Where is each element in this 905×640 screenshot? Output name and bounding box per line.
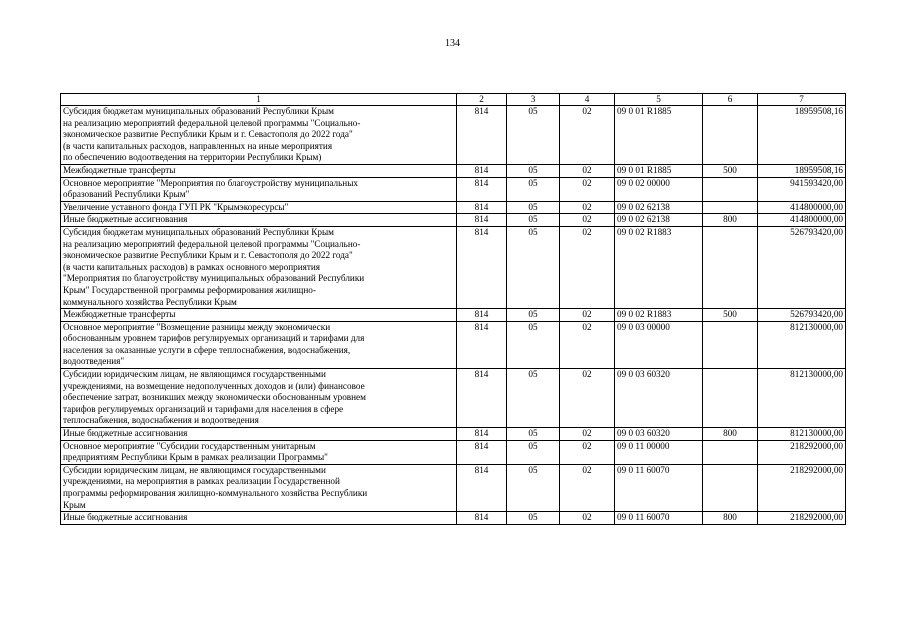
- table-row: [61, 177, 846, 201]
- row-subsection-code: 02: [560, 177, 615, 201]
- row-target-article: 09 0 02 00000: [615, 177, 703, 201]
- row-subsection-code: 02: [560, 226, 615, 308]
- row-ministry-code: 814: [457, 177, 507, 201]
- row-target-article: 09 0 11 00000: [615, 440, 703, 464]
- row-section-code: 05: [507, 226, 560, 308]
- table-row: [61, 321, 846, 368]
- table-row: [61, 464, 846, 511]
- row-amount: 526793420,00: [758, 226, 846, 308]
- table-row: [61, 214, 846, 227]
- row-amount: 218292000,00: [758, 464, 846, 511]
- row-section-code: 05: [507, 321, 560, 368]
- row-target-article: 09 0 03 60320: [615, 428, 703, 441]
- row-expense-type: [703, 464, 758, 511]
- row-target-article: 09 0 03 60320: [615, 369, 703, 428]
- header-cell: 7: [758, 94, 846, 106]
- row-subsection-code: 02: [560, 106, 615, 165]
- row-subsection-code: 02: [560, 201, 615, 214]
- row-ministry-code: 814: [457, 214, 507, 227]
- row-subsection-code: 02: [560, 440, 615, 464]
- row-amount: 18959508,16: [758, 164, 846, 177]
- header-cell: 5: [615, 94, 703, 106]
- header-cell: 4: [560, 94, 615, 106]
- row-description: Субсидия бюджетам муниципальных образований Республики Крым на реализацию мероприятий федеральной целевой программы "Социально- экономическое развитие Республики Крым и г. Севастополя до 2022 года" (в части капитальных расходов, направленных на иные мероприятия по обеспечению водоотведения на территории Республики Крым): [61, 106, 457, 165]
- row-target-article: 09 0 03 00000: [615, 321, 703, 368]
- row-ministry-code: 814: [457, 106, 507, 165]
- row-amount: 526793420,00: [758, 309, 846, 322]
- row-target-article: 09 0 11 60070: [615, 464, 703, 511]
- budget-table: [60, 93, 846, 525]
- header-row: [61, 94, 846, 106]
- table-row: [61, 309, 846, 322]
- row-expense-type: [703, 201, 758, 214]
- row-ministry-code: 814: [457, 512, 507, 525]
- row-target-article: 09 0 02 62138: [615, 214, 703, 227]
- row-description: Межбюджетные трансферты: [61, 309, 457, 322]
- row-subsection-code: 02: [560, 309, 615, 322]
- table-row: [61, 164, 846, 177]
- row-amount: 941593420,00: [758, 177, 846, 201]
- row-target-article: 09 0 02 62138: [615, 201, 703, 214]
- page-number: 134: [445, 38, 460, 49]
- row-expense-type: [703, 369, 758, 428]
- row-description: Иные бюджетные ассигнования: [61, 214, 457, 227]
- table-row: [61, 512, 846, 525]
- row-description: Иные бюджетные ассигнования: [61, 428, 457, 441]
- row-expense-type: 800: [703, 428, 758, 441]
- row-description: Иные бюджетные ассигнования: [61, 512, 457, 525]
- row-target-article: 09 0 02 R1883: [615, 226, 703, 308]
- row-section-code: 05: [507, 464, 560, 511]
- row-ministry-code: 814: [457, 428, 507, 441]
- row-section-code: 05: [507, 428, 560, 441]
- row-expense-type: 800: [703, 512, 758, 525]
- row-ministry-code: 814: [457, 309, 507, 322]
- row-target-article: 09 0 11 60070: [615, 512, 703, 525]
- row-subsection-code: 02: [560, 512, 615, 525]
- table-body: [61, 106, 846, 525]
- header-cell: 3: [507, 94, 560, 106]
- row-amount: 812130000,00: [758, 428, 846, 441]
- row-description: Межбюджетные трансферты: [61, 164, 457, 177]
- row-description: Основное мероприятие "Возмещение разницы между экономически обоснованным уровнем тарифов регулируемых организаций и тарифами для населения за оказанные услуги в сфере теплоснабжения, водоснабжения, водоотведения": [61, 321, 457, 368]
- row-expense-type: [703, 177, 758, 201]
- table-row: [61, 369, 846, 428]
- row-subsection-code: 02: [560, 164, 615, 177]
- row-ministry-code: 814: [457, 369, 507, 428]
- row-description: Основное мероприятие "Мероприятия по благоустройству муниципальных образований Республики Крым": [61, 177, 457, 201]
- row-subsection-code: 02: [560, 428, 615, 441]
- row-subsection-code: 02: [560, 464, 615, 511]
- row-section-code: 05: [507, 177, 560, 201]
- row-description: Субсидии юридическим лицам, не являющимся государственными учреждениями, на возмещение недополученных доходов и (или) финансовое обеспечение затрат, возникших между экономически обоснованным уровнем тарифов регулируемых организаций и тарифами для населения в сфере теплоснабжения, водоснабжения и водоотведения: [61, 369, 457, 428]
- table-header: [61, 94, 846, 106]
- row-amount: 812130000,00: [758, 369, 846, 428]
- row-section-code: 05: [507, 106, 560, 165]
- row-subsection-code: 02: [560, 321, 615, 368]
- row-section-code: 05: [507, 164, 560, 177]
- row-target-article: 09 0 01 R1885: [615, 106, 703, 165]
- row-amount: 812130000,00: [758, 321, 846, 368]
- row-description: Основное мероприятие "Субсидии государственным унитарным предприятиям Республики Крым в рамках реализации Программы": [61, 440, 457, 464]
- table-row: [61, 428, 846, 441]
- row-ministry-code: 814: [457, 464, 507, 511]
- row-ministry-code: 814: [457, 164, 507, 177]
- row-amount: 218292000,00: [758, 440, 846, 464]
- row-amount: 414800000,00: [758, 214, 846, 227]
- row-subsection-code: 02: [560, 214, 615, 227]
- table-row: [61, 440, 846, 464]
- row-section-code: 05: [507, 201, 560, 214]
- row-description: Увеличение уставного фонда ГУП РК "Крымэкоресурсы": [61, 201, 457, 214]
- row-ministry-code: 814: [457, 226, 507, 308]
- table-row: [61, 201, 846, 214]
- header-cell: 2: [457, 94, 507, 106]
- row-expense-type: [703, 106, 758, 165]
- header-cell: 6: [703, 94, 758, 106]
- row-expense-type: [703, 226, 758, 308]
- row-description: Субсидия бюджетам муниципальных образований Республики Крым на реализацию мероприятий федеральной целевой программы "Социально- экономическое развитие Республики Крым и г. Севастополя до 2022 года" (в части капитальных расходов) в рамках основного мероприятия "Мероприятия по благоустройству муниципальных образований Республики Крым" Государственной программы реформирования жилищно- коммунального хозяйства Республики Крым: [61, 226, 457, 308]
- row-ministry-code: 814: [457, 201, 507, 214]
- row-ministry-code: 814: [457, 440, 507, 464]
- row-subsection-code: 02: [560, 369, 615, 428]
- row-section-code: 05: [507, 309, 560, 322]
- row-description: Субсидии юридическим лицам, не являющимся государственными учреждениями, на мероприятия в рамках реализации Государственной программы реформирования жилищно-коммунального хозяйства Республики Крым: [61, 464, 457, 511]
- row-section-code: 05: [507, 440, 560, 464]
- row-expense-type: [703, 321, 758, 368]
- table-row: [61, 226, 846, 308]
- row-section-code: 05: [507, 369, 560, 428]
- table-row: [61, 106, 846, 165]
- row-ministry-code: 814: [457, 321, 507, 368]
- row-expense-type: [703, 440, 758, 464]
- header-cell: 1: [61, 94, 457, 106]
- row-expense-type: 500: [703, 164, 758, 177]
- row-expense-type: 500: [703, 309, 758, 322]
- row-target-article: 09 0 01 R1885: [615, 164, 703, 177]
- row-amount: 218292000,00: [758, 512, 846, 525]
- row-target-article: 09 0 02 R1883: [615, 309, 703, 322]
- row-section-code: 05: [507, 214, 560, 227]
- row-expense-type: 800: [703, 214, 758, 227]
- row-amount: 414800000,00: [758, 201, 846, 214]
- row-section-code: 05: [507, 512, 560, 525]
- row-amount: 18959508,16: [758, 106, 846, 165]
